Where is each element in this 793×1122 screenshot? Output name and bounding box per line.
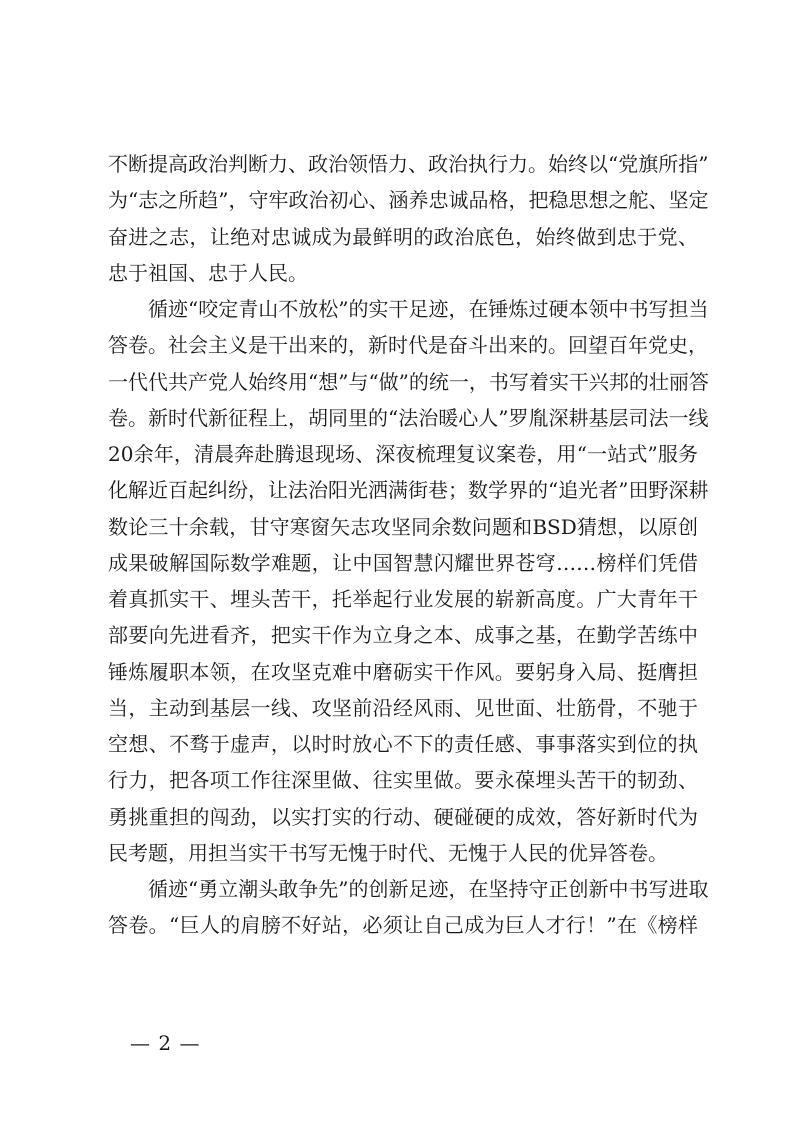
paragraph-first-line: 循迹“咬定青山不放松”的实干足迹，在锤炼过硬本领中书写担当 [148, 297, 709, 321]
paragraph-first-line: 循迹“勇立潮头敢争先”的创新足迹，在坚持守正创新中书写进取 [148, 877, 709, 901]
text-line: 当，主动到基层一线、攻坚前沿经风雨、见世面、壮筋骨，不驰于 [108, 695, 698, 720]
text-line: 忠于祖国、忠于人民。 [108, 260, 308, 285]
text-line: 答卷。“巨人的肩膀不好站，必须让自己成为巨人才行！”在《榜样 [108, 913, 698, 938]
text-line: 民考题，用担当实干书写无愧于时代、无愧于人民的优异答卷。 [108, 840, 668, 865]
text-line: 为“志之所趋”，守牢政治初心、涵养忠诚品格，把稳思想之舵、坚定 [108, 188, 709, 213]
text-line: 勇挑重担的闯劲，以实打实的行动、硬碰硬的成效，答好新时代为 [108, 804, 698, 829]
text-line: 奋进之志，让绝对忠诚成为最鲜明的政治底色，始终做到忠于党、 [108, 224, 698, 249]
text-line: 行力，把各项工作往深里做、往实里做。要永葆埋头苦干的韧劲、 [108, 768, 698, 793]
text-line: 成果破解国际数学难题，让中国智慧闪耀世界苍穹……榜样们凭借 [108, 550, 698, 575]
body-text [108, 146, 709, 944]
text-line: 卷。新时代新征程上，胡同里的“法治暖心人”罗胤深耕基层司法一线 [108, 405, 709, 430]
text-line: 一代代共产党人始终用“想”与“做”的统一，书写着实干兴邦的壮丽答 [108, 369, 709, 394]
text-line: 空想、不骛于虚声，以时时放心不下的责任感、事事落实到位的执 [108, 732, 698, 756]
text-line: 锤炼履职本领，在攻坚克难中磨砺实干作风。要躬身入局、挺膺担 [108, 659, 698, 684]
text-line: 答卷。社会主义是干出来的，新时代是奋斗出来的。回望百年党史， [108, 333, 708, 358]
page-number: — 2 — [130, 1031, 201, 1055]
text-line: 部要向先进看齐，把实干作为立身之本、成事之基，在勤学苦练中 [108, 623, 698, 648]
text-line: 不断提高政治判断力、政治领悟力、政治执行力。始终以“党旗所指” [108, 152, 709, 176]
text-line: 着真抓实干、埋头苦干，托举起行业发展的崭新高度。广大青年干 [108, 587, 698, 611]
text-line: 20余年，清晨奔赴腾退现场、深夜梳理复议案卷，用“一站式”服务 [108, 442, 698, 466]
text-line: 化解近百起纠纷，让法治阳光洒满街巷；数学界的“追光者”田野深耕 [108, 478, 709, 503]
text-line: 数论三十余载，甘守寒窗矢志攻坚同余数问题和BSD猜想，以原创 [108, 514, 698, 539]
